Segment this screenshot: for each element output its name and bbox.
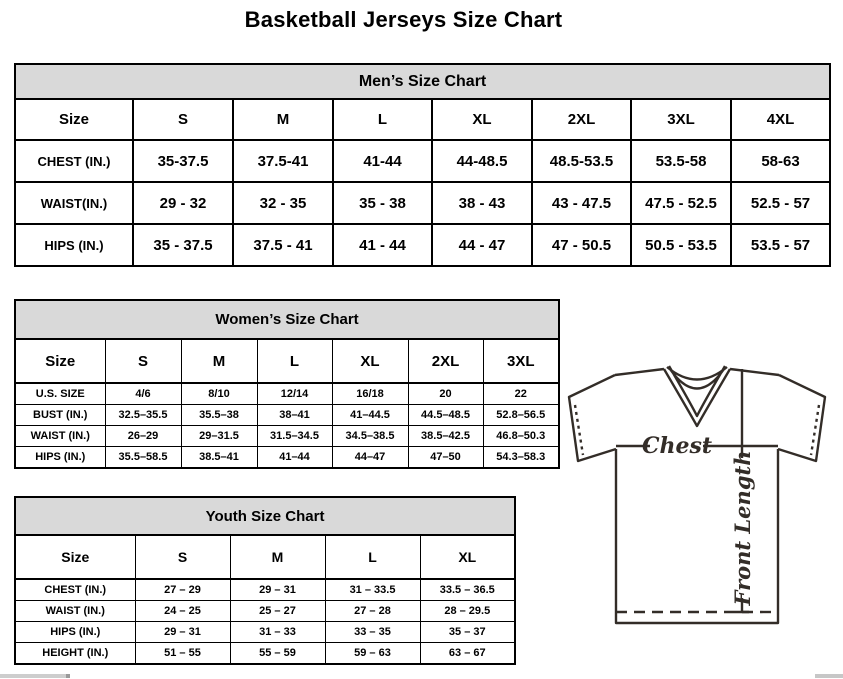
table-row [15,643,515,665]
youth-size-col: M [230,535,325,579]
mens-size-chart-table [14,63,831,267]
womens-size-col: 3XL [483,339,559,383]
womens-cell: 47–50 [408,447,483,469]
table-row [15,579,515,601]
jersey-right-sleeve [778,375,825,461]
womens-cell: 12/14 [257,383,332,405]
womens-cell: 31.5–34.5 [257,426,332,447]
youth-size-corner: Size [15,535,135,579]
womens-cell: 44.5–48.5 [408,405,483,426]
womens-cell: 41–44 [257,447,332,469]
youth-row-label: HEIGHT (IN.) [15,643,135,665]
mens-cell: 37.5 - 41 [233,224,333,266]
womens-cell: 38–41 [257,405,332,426]
youth-row-label: CHEST (IN.) [15,579,135,601]
mens-cell: 35-37.5 [133,140,233,182]
youth-row-label: HIPS (IN.) [15,622,135,643]
youth-cell: 33 – 35 [325,622,420,643]
mens-row-label: HIPS (IN.) [15,224,133,266]
womens-cell: 54.3–58.3 [483,447,559,469]
womens-cell: 8/10 [181,383,257,405]
womens-cell: 44–47 [332,447,408,469]
youth-row-label: WAIST (IN.) [15,601,135,622]
mens-size-col: L [333,99,432,140]
table-row [15,182,830,224]
mens-row-label: WAIST(IN.) [15,182,133,224]
mens-cell: 38 - 43 [432,182,532,224]
mens-cell: 44-48.5 [432,140,532,182]
mens-cell: 41-44 [333,140,432,182]
mens-cell: 41 - 44 [333,224,432,266]
womens-cell: 22 [483,383,559,405]
mens-cell: 35 - 37.5 [133,224,233,266]
youth-cell: 24 – 25 [135,601,230,622]
mens-cell: 52.5 - 57 [731,182,830,224]
womens-cell: 38.5–41 [181,447,257,469]
youth-size-col: L [325,535,420,579]
youth-cell: 63 – 67 [420,643,515,665]
mens-cell: 43 - 47.5 [532,182,631,224]
front-length-label: Front Length [730,450,755,606]
womens-cell: 35.5–58.5 [105,447,181,469]
mens-cell: 47 - 50.5 [532,224,631,266]
womens-cell: 52.8–56.5 [483,405,559,426]
chest-label: Chest [641,433,713,459]
table-row [15,405,559,426]
womens-row-label: BUST (IN.) [15,405,105,426]
youth-cell: 31 – 33 [230,622,325,643]
youth-cell: 51 – 55 [135,643,230,665]
youth-cell: 33.5 – 36.5 [420,579,515,601]
jersey-outline [615,369,779,375]
womens-row-label: HIPS (IN.) [15,447,105,469]
youth-cell: 59 – 63 [325,643,420,665]
womens-cell: 46.8–50.3 [483,426,559,447]
mens-size-col: 2XL [532,99,631,140]
mens-cell: 29 - 32 [133,182,233,224]
womens-cell: 4/6 [105,383,181,405]
youth-size-chart-table [14,496,516,665]
mens-cell: 53.5 - 57 [731,224,830,266]
womens-cell: 16/18 [332,383,408,405]
womens-size-col: XL [332,339,408,383]
table-row [15,224,830,266]
mens-cell: 44 - 47 [432,224,532,266]
womens-cell: 34.5–38.5 [332,426,408,447]
table-row [15,447,559,469]
mens-cell: 37.5-41 [233,140,333,182]
mens-size-col: 4XL [731,99,830,140]
table-row [15,426,559,447]
youth-table-title: Youth Size Chart [15,497,515,535]
womens-cell: 35.5–38 [181,405,257,426]
mens-row-label: CHEST (IN.) [15,140,133,182]
mens-table-title: Men’s Size Chart [15,64,830,99]
youth-cell: 55 – 59 [230,643,325,665]
womens-size-col: M [181,339,257,383]
womens-cell: 41–44.5 [332,405,408,426]
youth-size-col: S [135,535,230,579]
womens-row-label: U.S. SIZE [15,383,105,405]
page-title: Basketball Jerseys Size Chart [244,7,563,32]
womens-size-col: S [105,339,181,383]
mens-size-col: XL [432,99,532,140]
mens-cell: 58-63 [731,140,830,182]
table-row [15,383,559,405]
womens-size-col: L [257,339,332,383]
jersey-left-sleeve [569,375,616,461]
womens-row-label: WAIST (IN.) [15,426,105,447]
mens-cell: 47.5 - 52.5 [631,182,731,224]
mens-cell: 48.5-53.5 [532,140,631,182]
youth-cell: 27 – 28 [325,601,420,622]
table-row [15,601,515,622]
mens-cell: 53.5-58 [631,140,731,182]
table-row [15,140,830,182]
womens-cell: 38.5–42.5 [408,426,483,447]
youth-cell: 35 – 37 [420,622,515,643]
mens-size-corner: Size [15,99,133,140]
womens-size-col: 2XL [408,339,483,383]
horizontal-scrollbar-fragment-right[interactable] [815,674,843,678]
mens-cell: 32 - 35 [233,182,333,224]
womens-size-corner: Size [15,339,105,383]
womens-cell: 29–31.5 [181,426,257,447]
youth-cell: 29 – 31 [230,579,325,601]
youth-cell: 31 – 33.5 [325,579,420,601]
womens-cell: 20 [408,383,483,405]
womens-cell: 26–29 [105,426,181,447]
womens-size-chart-table [14,299,560,469]
youth-cell: 29 – 31 [135,622,230,643]
mens-size-col: 3XL [631,99,731,140]
womens-table-title: Women’s Size Chart [15,300,559,339]
table-row [15,622,515,643]
womens-cell: 32.5–35.5 [105,405,181,426]
horizontal-scrollbar-fragment-left[interactable] [0,674,70,678]
jersey-collar [664,366,730,426]
youth-size-col: XL [420,535,515,579]
youth-cell: 28 – 29.5 [420,601,515,622]
youth-cell: 27 – 29 [135,579,230,601]
mens-cell: 35 - 38 [333,182,432,224]
mens-cell: 50.5 - 53.5 [631,224,731,266]
youth-cell: 25 – 27 [230,601,325,622]
mens-size-col: S [133,99,233,140]
jersey-measurement-diagram [558,362,840,632]
mens-size-col: M [233,99,333,140]
